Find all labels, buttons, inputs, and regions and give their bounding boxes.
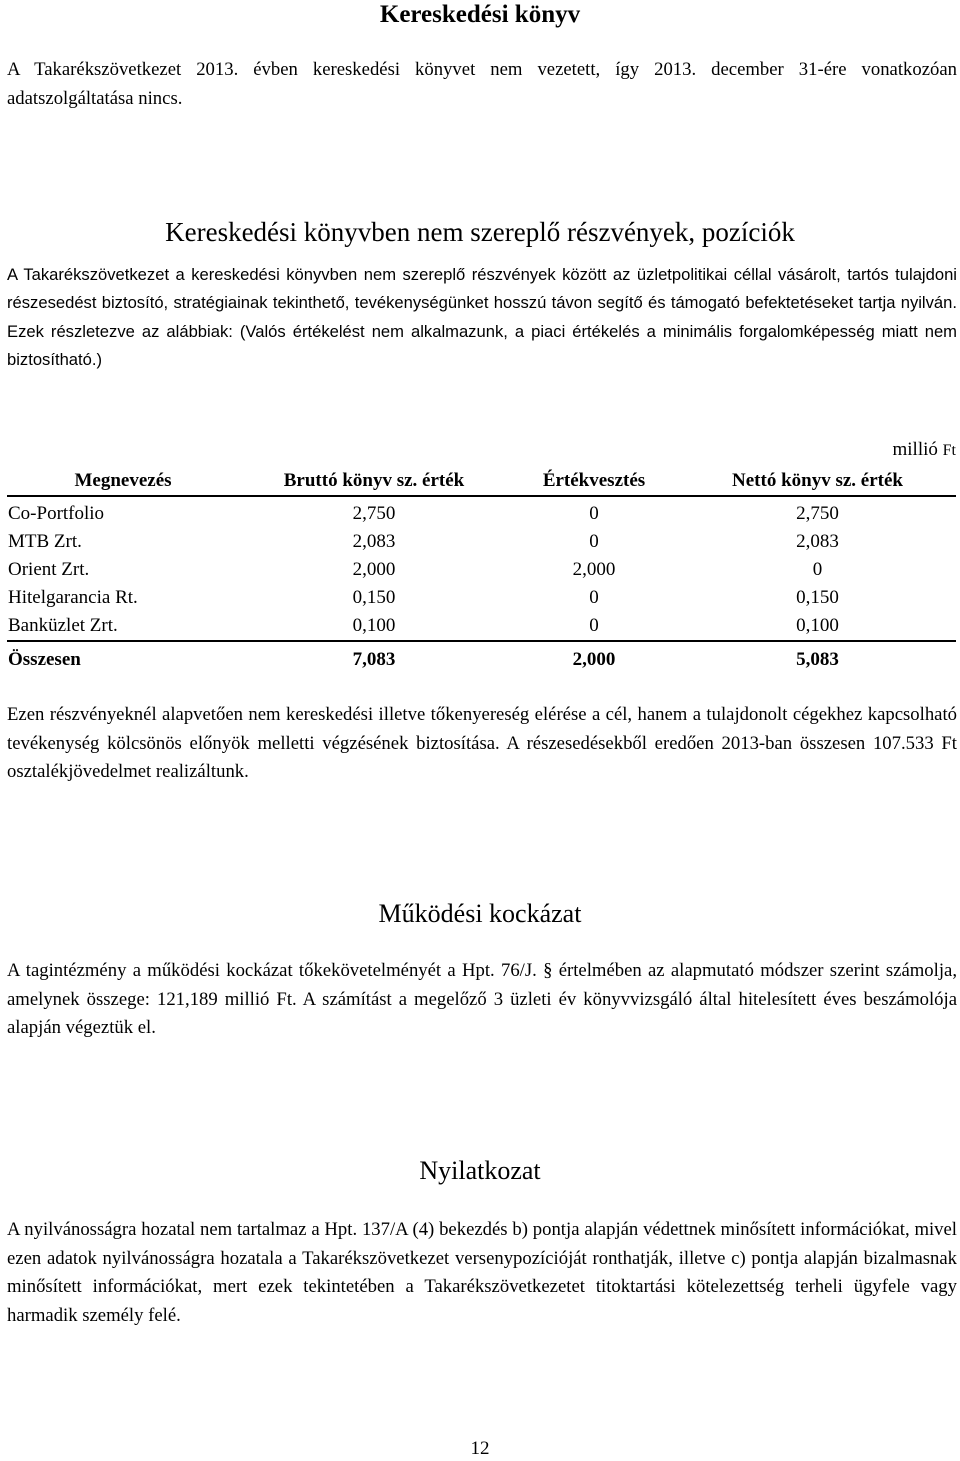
cell-name: Banküzlet Zrt. xyxy=(8,615,118,636)
cell-name: MTB Zrt. xyxy=(8,531,82,552)
unit-currency: Ft xyxy=(942,442,956,459)
header-ertekvesztes: Értékvesztés xyxy=(509,467,679,496)
section-title-mukodesi: Működési kockázat xyxy=(378,899,582,928)
paragraph-nyilatkozat: A nyilvánosságra hozatal nem tartalmaz a Hpt. 137/A (4) bekezdés b) pontja alapján védettnek minősített információkat, mivel ezen adatok nyilvánosságra hozatala a Takarékszövetkezet versenypozícióját ronthatják, illetve c) pontja alapján bizalmasnak minősített információkat, mert ezek tekintetében a Takarékszövetkezetet titoktartási kötelezettség terheli ügyfele vagy harmadik személy felé. xyxy=(7,1219,957,1326)
cell-name: Orient Zrt. xyxy=(8,559,90,580)
page-number: 12 xyxy=(470,1438,490,1459)
header-brutto: Bruttó könyv sz. érték xyxy=(239,467,509,496)
total-netto: 5,083 xyxy=(679,641,956,675)
cell-ertekvesztes: 0 xyxy=(589,531,599,552)
table-row xyxy=(7,496,956,528)
paragraph-kereskedesi-konyv: A Takarékszövetkezet 2013. évben kereskedési könyvet nem vezetett, így 2013. december 31-ére vonatkozóan adatszolgáltatása nincs. xyxy=(7,59,957,109)
cell-brutto: 2,000 xyxy=(352,559,396,580)
section-title-nyilatkozat: Nyilatkozat xyxy=(419,1156,541,1185)
total-brutto: 7,083 xyxy=(239,641,509,675)
table-header-row xyxy=(7,467,956,496)
cell-netto: 0,150 xyxy=(796,587,839,608)
cell-brutto: 0,100 xyxy=(352,615,396,636)
total-ertekvesztes: 2,000 xyxy=(509,641,679,675)
paragraph-mukodesi: A tagintézmény a működési kockázat tőkekövetelményét a Hpt. 76/J. § értelmében az alapmutató módszer szerint számolja, amelynek összege: 121,189 millió Ft. A számítást a megelőző 3 üzleti év könyvvizsgáló által hitelesített éves beszámolója alapján végeztük el. xyxy=(7,960,957,1038)
holdings-table xyxy=(7,467,956,675)
cell-netto: 0 xyxy=(812,559,823,580)
table-row xyxy=(7,556,956,584)
cell-brutto: 2,083 xyxy=(352,531,396,552)
paragraph-reszvenyek-after: Ezen részvényeknél alapvetően nem kereskedési illetve tőkenyereség elérése a cél, hanem a tulajdonolt cégekhez kapcsolható tevékenység kölcsönös előnyök melletti végzésének biztosítása. A részesedésekből eredően 2013-ban összesen 107.533 Ft osztalékjövedelmet realizáltunk. xyxy=(7,704,957,782)
cell-ertekvesztes: 0 xyxy=(589,587,599,608)
section-title-reszvenyek: Kereskedési könyvben nem szereplő részvények, pozíciók xyxy=(165,217,795,247)
header-megnevezes: Megnevezés xyxy=(7,467,239,496)
cell-netto: 0,100 xyxy=(796,615,839,636)
cell-ertekvesztes: 2,000 xyxy=(572,559,616,580)
table-row xyxy=(7,528,956,556)
cell-name: Hitelgarancia Rt. xyxy=(8,587,138,608)
table-row xyxy=(7,584,956,612)
table-row xyxy=(7,612,956,641)
cell-netto: 2,083 xyxy=(796,531,839,552)
table-total-row xyxy=(7,641,956,675)
unit-millio: millió xyxy=(892,439,938,460)
section-title-kereskedesi-konyv: Kereskedési könyv xyxy=(379,1,581,28)
cell-ertekvesztes: 0 xyxy=(589,615,599,636)
cell-netto: 2,750 xyxy=(796,503,839,524)
total-label: Összesen xyxy=(7,641,239,675)
paragraph-reszvenyek: A Takarékszövetkezet a kereskedési könyvben nem szereplő részvények között az üzletpolitikai céllal vásárolt, tartós tulajdoni részesedést biztosító, stratégiainak tekinthető, tevékenységünket hosszú távon segítő és támogató befektetéseket tartja nyilván. Ezek részletezve az alábbiak: (Valós értékelést nem alkalmazunk, a piaci értékelés a minimális forgalomképesség miatt nem biztosítható.) xyxy=(7,265,957,369)
cell-brutto: 2,750 xyxy=(352,503,396,524)
cell-ertekvesztes: 0 xyxy=(589,503,599,524)
header-netto: Nettó könyv sz. érték xyxy=(679,467,956,496)
cell-name: Co-Portfolio xyxy=(8,503,105,524)
cell-brutto: 0,150 xyxy=(352,587,396,608)
unit-label xyxy=(800,436,956,465)
